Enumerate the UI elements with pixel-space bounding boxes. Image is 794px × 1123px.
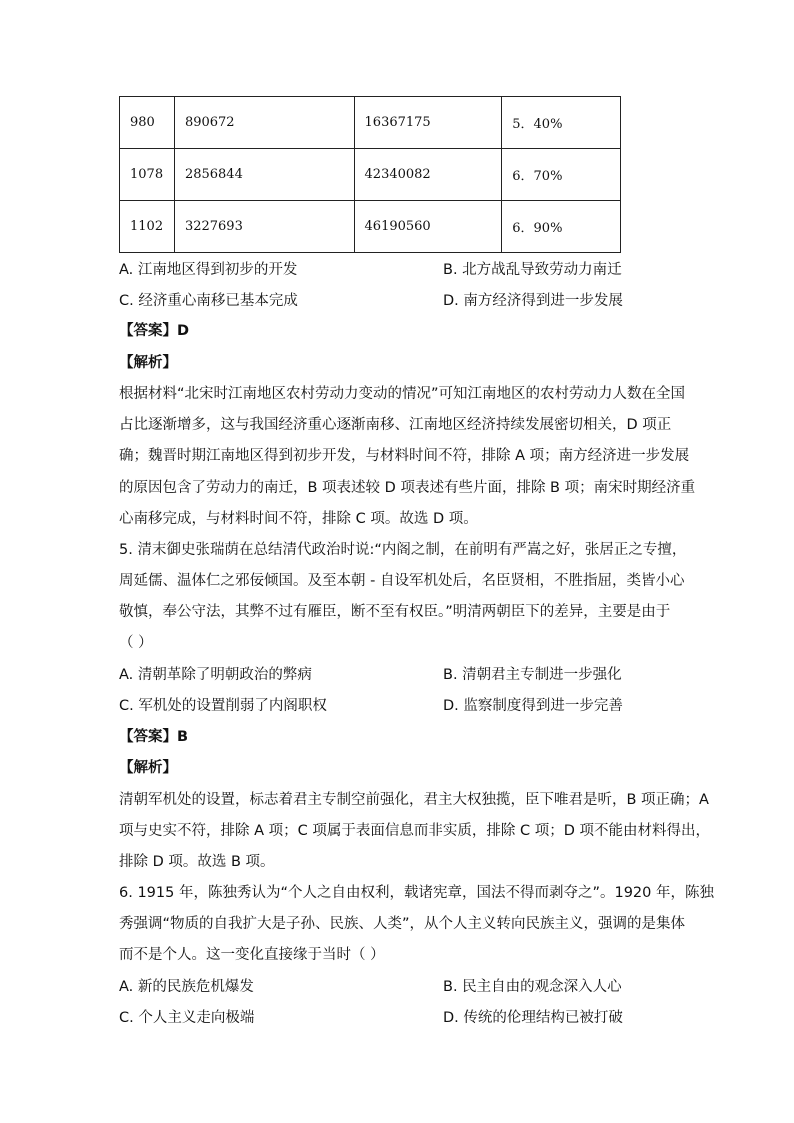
q5-stem-line: （ ） [119,635,153,651]
q4-analysis-line: 确；魏晋时期江南地区得到初步开发，与材料时间不符，排除 A 项；南方经济进一步发展 [119,448,690,464]
q5-stem-line: 周延儒、温体仁之邪佞倾国。及至本朝 - 自设军机处后，名臣贤相，不胜指屈，类皆小心 [119,573,685,589]
table-cell: 1102 [120,201,175,253]
table-row [120,97,621,149]
table-cell: 1078 [120,149,175,201]
q4-option-d: D. 南方经济得到进一步发展 [443,293,623,309]
q6-option-d: D. 传统的伦理结构已被打破 [443,1010,623,1026]
table-row [120,149,621,201]
table-cell: 46190560 [354,201,502,253]
table-cell: 890672 [174,97,354,149]
q4-analysis-line: 根据材料“北宋时江南地区农村劳动力变动的情况”可知江南地区的农村劳动力人数在全国 [119,386,686,402]
q4-answer: 【答案】D [119,323,190,339]
q4-analysis-label: 【解析】 [119,355,177,371]
q6-option-c: C. 个人主义走向极端 [119,1010,255,1026]
q5-answer: 【答案】B [119,729,189,745]
table-cell: 16367175 [354,97,502,149]
q5-analysis-line: 排除 D 项。故选 B 项。 [119,854,275,870]
q5-analysis-line: 清朝军机处的设置，标志着君主专制空前强化，君主大权独揽，臣下唯君是听，B 项正确；A [119,792,709,808]
table-cell: 42340082 [354,149,502,201]
q6-option-b: B. 民主自由的观念深入人心 [443,979,622,995]
q5-analysis-label: 【解析】 [119,760,177,776]
q6-option-a: A. 新的民族危机爆发 [119,979,254,995]
table-cell: 2856844 [174,149,354,201]
table-cell: 5．40% [502,97,621,149]
q5-option-d: D. 监察制度得到进一步完善 [443,698,623,714]
q4-option-a: A. 江南地区得到初步的开发 [119,262,298,278]
q6-stem-line: 而不是个人。这一变化直接缘于当时（ ） [119,947,385,963]
table-row [120,201,621,253]
q4-analysis-line: 心南移完成，与材料时间不符，排除 C 项。故选 D 项。 [119,511,478,527]
table-cell: 980 [120,97,175,149]
table-cell: 6．70% [502,149,621,201]
q4-option-b: B. 北方战乱导致劳动力南迁 [443,262,622,278]
table-cell: 6．90% [502,201,621,253]
q5-analysis-line: 项与史实不符，排除 A 项；C 项属于表面信息而非实质，排除 C 项；D 项不能由材料得出， [119,823,710,839]
labor-data-table [119,96,621,253]
q5-stem-line: 敬慎，奉公守法，其弊不过有雁臣，断不至有权臣。”明清两朝臣下的差异，主要是由于 [119,604,671,620]
q5-option-b: B. 清朝君主专制进一步强化 [443,667,622,683]
q4-option-c: C. 经济重心南移已基本完成 [119,293,298,309]
q4-analysis-line: 占比逐渐增多，这与我国经济重心逐渐南移、江南地区经济持续发展密切相关，D 项正 [119,417,672,433]
q6-stem-line: 秀强调“物质的自我扩大是子孙、民族、人类”，从个人主义转向民族主义，强调的是集体 [119,916,686,932]
q5-option-c: C. 军机处的设置削弱了内阁职权 [119,698,327,714]
q4-analysis-line: 的原因包含了劳动力的南迁，B 项表述较 D 项表述有些片面，排除 B 项；南宋时期经济重 [119,480,696,496]
q5-option-a: A. 清朝革除了明朝政治的弊病 [119,667,312,683]
q6-stem-line: 6. 1915 年，陈独秀认为“个人之自由权利，载诸宪章，国法不得而剥夺之”。1920 年，陈独 [119,885,714,901]
table-cell: 3227693 [174,201,354,253]
q5-stem-line: 5. 清末御史张瑞荫在总结清代政治时说:“内阁之制，在前明有严嵩之好，张居正之专擅， [119,542,687,558]
